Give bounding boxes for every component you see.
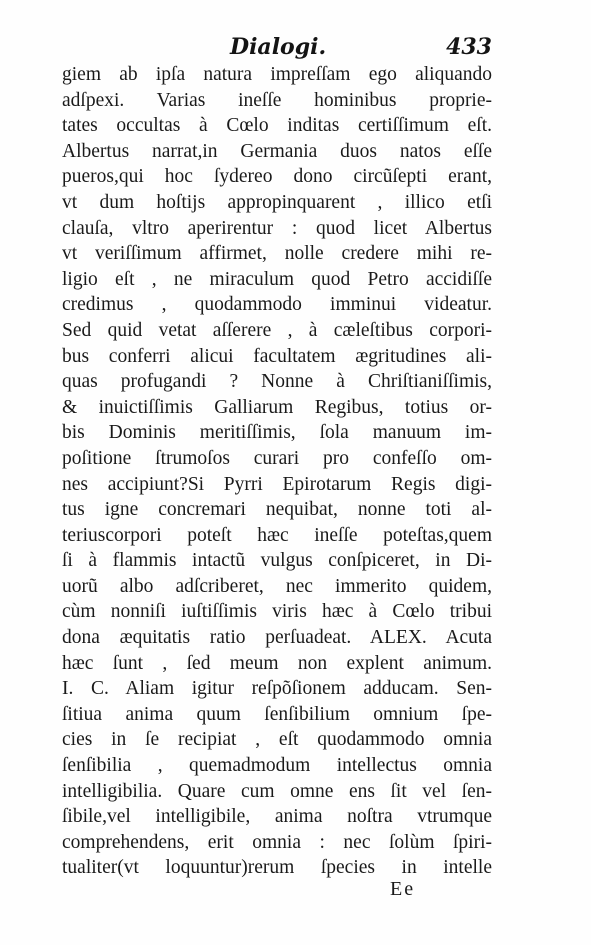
text-line: hæc ſunt , ſed meum non explent animum. [62,652,492,674]
text-line: dona æquitatis ratio perſuadeat. ALEX. Acuta [62,627,492,649]
text-line: ſenſibilia , quemadmodum intellectus omnia [62,755,492,777]
running-title: Dialogi. [230,34,327,60]
text-line: & inuictiſſimis Galliarum Regibus, totius or- [62,396,492,418]
text-line: Albertus narrat,in Germania duos natos eſſe [62,140,492,162]
text-line: clauſa, vltro aperirentur : quod licet Albertus [62,217,492,239]
text-line: vt veriſſimum affirmet, nolle credere mihi re- [62,243,492,265]
text-line: nes accipiunt?Si Pyrri Epirotarum Regis digi- [62,473,492,495]
catchword: Ee [390,878,416,900]
text-line: poſitione ſtrumoſos curari pro confeſſo om- [62,447,492,469]
text-line: ſitiua anima quum ſenſibilium omnium ſpe- [62,703,492,725]
text-line: comprehendens, erit omnia : nec ſolùm ſpiri- [62,831,492,853]
text-line: quas profugandi ? Nonne à Chriſtianiſſimis, [62,371,492,393]
text-line: uorũ albo adſcriberet, nec immerito quidem, [62,575,492,597]
text-line: tus igne concremari nequibat, nonne toti al- [62,499,492,521]
text-line: intelligibilia. Quare cum omne ens ſit vel ſen- [62,780,492,802]
text-line: tualiter(vt loquuntur)rerum ſpecies in intelle [62,857,492,879]
text-line: ſi à flammis intactũ vulgus conſpiceret, in Di- [62,550,492,572]
text-line: pueros,qui hoc ſydereo dono circũſepti erant, [62,166,492,188]
text-line: ligio eſt , ne miraculum quod Petro accidiſſe [62,268,492,290]
text-line: cies in ſe recipiat , eſt quodammodo omnia [62,729,492,751]
text-line: credimus , quodammodo imminui videatur. [62,294,492,316]
body-text [62,62,492,881]
text-line: giem ab ipſa natura impreſſam ego aliquando [62,64,492,85]
text-line: Sed quid vetat aſſerere , à cæleſtibus corpori- [62,319,492,341]
text-line: bis Dominis meritiſſimis, ſola manuum im- [62,422,492,444]
text-line: ſibile,vel intelligibile, anima noſtra vtrumque [62,806,492,828]
text-line: tates occultas à Cœlo inditas certiſſimum eſt. [62,115,492,137]
text-line: I. C. Aliam igitur reſpõſionem adducam. Sen- [62,678,492,700]
page-number: 433 [446,34,492,60]
text-line: teriuscorpori poteſt hæc ineſſe poteſtas,quem [62,524,492,546]
text-line: cùm nonniſi iuſtiſſimis viris hæc à Cœlo tribui [62,601,492,623]
text-line: adſpexi. Varias ineſſe hominibus proprie- [62,89,492,111]
text-line: bus conferri alicui facultatem ægritudines ali- [62,345,492,367]
text-line: vt dum hoſtijs appropinquarent , illico etſi [62,191,492,213]
